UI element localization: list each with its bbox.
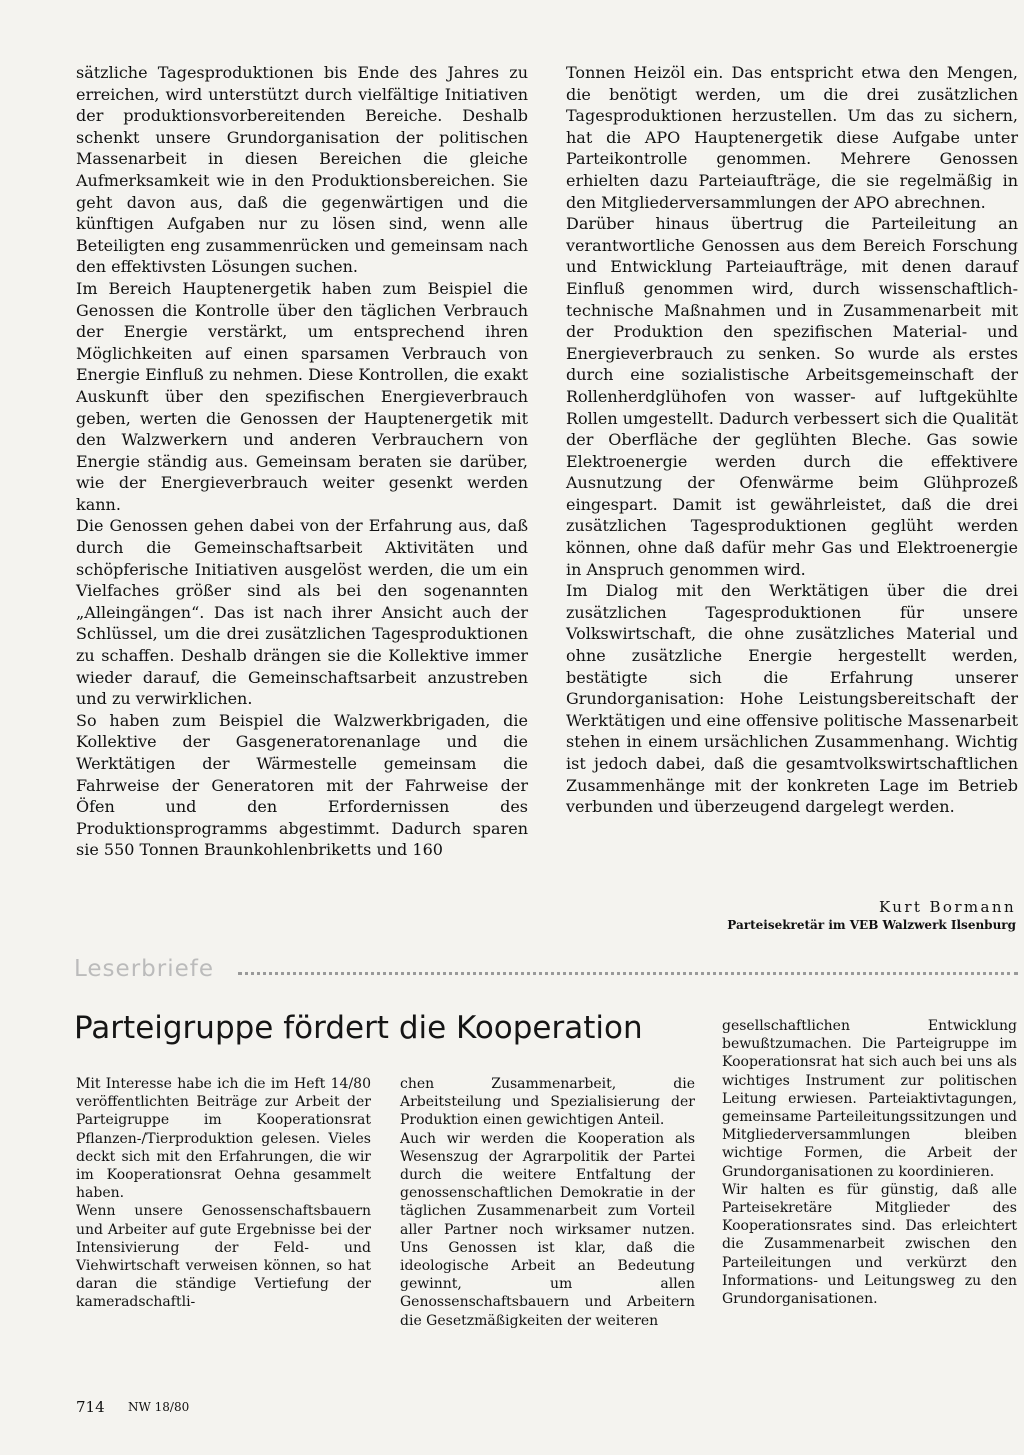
paragraph: gesellschaftlichen Entwicklung bewußtzumachen. Die Parteigruppe im Kooperationsrat hat sich auch bei uns als wichtiges Instrument zur politischen Leitung erwiesen. Parteiaktivtagungen, gemeinsame Parteileitungssitzungen und Mitgliederversammlungen bleiben wichtige Formen, die Arbeit der Grundorganisationen zu koordinieren. (722, 1018, 1017, 1180)
paragraph: Darüber hinaus übertrug die Parteileitung an verantwortliche Genossen aus dem Bereich Forschung und Entwicklung Parteiaufträge, mit denen darauf Einfluß genommen wird, durch wissenschaftlich-technische Maßnahmen und in Zusammenarbeit mit der Produktion den spezifischen Material- und Energieverbrauch zu senken. So wurde als erstes durch eine sozialistische Arbeitsgemeinschaft der Rollenherdglühofen von wasser- auf luftgekühlte Rollen umgestellt. Dadurch verbessert sich die Qualität der Oberfläche der geglühten Bleche. Gas sowie Elektroenergie werden durch die effektivere Ausnutzung der Ofenwärme beim Glühprozeß eingespart. Damit ist gewährleistet, daß die drei zusätzlichen Tagesproduktionen geglüht werden können, ohne daß dafür mehr Gas und Elektroenergie in Anspruch genommen wird. (566, 214, 1018, 579)
paragraph: Die Genossen gehen dabei von der Erfahrung aus, daß durch die Gemeinschaftsarbeit Aktivitäten und schöpferische Initiativen ausgelöst werden, die um ein Vielfaches größer sind als bei den sogenannten „Alleingängen“. Das ist nach ihrer Ansicht auch der Schlüssel, um die drei zusätzlichen Tagesproduktionen zu schaffen. Deshalb drängen sie die Kollektive immer wieder darauf, die Gemeinschaftsarbeit anzustreben und zu verwirklichen. (76, 516, 528, 709)
paragraph: Tonnen Heizöl ein. Das entspricht etwa den Mengen, die benötigt werden, um die drei zusätzlichen Tagesproduktionen herzustellen. Um das zu sichern, hat die APO Hauptenergetik diese Aufgabe unter Parteikontrolle genommen. Mehrere Genossen erhielten dazu Parteiaufträge, die sie regelmäßig in den Mitgliederversammlungen der APO abrechnen. (566, 63, 1018, 212)
paragraph: chen Zusammenarbeit, die Arbeitsteilung und Spezialisierung der Produktion einen gewichtigen Anteil. (400, 1076, 695, 1129)
page-number: 714 (76, 1398, 105, 1416)
article1-column-left (76, 62, 528, 861)
issue-label: NW 18/80 (128, 1400, 190, 1414)
paragraph: So haben zum Beispiel die Walzwerkbrigaden, die Kollektive der Gasgeneratorenanlage und die Werktätigen der Wärmestelle gemeinsam die Fahrweise der Generatoren mit der Fahrweise der Öfen und den Erfordernissen des Produktionsprogramms abgestimmt. Dadurch sparen sie 550 Tonnen Braunkohlenbriketts und 160 (76, 710, 528, 860)
letter-column-3 (722, 1017, 1017, 1308)
article-headline: Parteigruppe fördert die Kooperation (74, 1010, 643, 1046)
letter-column-1 (76, 1075, 371, 1312)
paragraph: Im Bereich Hauptenergetik haben zum Beispiel die Genossen die Kontrolle über den täglichen Verbrauch der Energie verstärkt, um entsprechend ihren Möglichkeiten auf einen sparsamen Verbrauch von Energie Einfluß zu nehmen. Diese Kontrollen, die exakt Auskunft über den spezifischen Energieverbrauch geben, werten die Genossen der Hauptenergetik mit den Walzwerkern und anderen Verbrauchern von Energie ständig aus. Gemeinsam beraten sie darüber, wie der Energieverbrauch weiter gesenkt werden kann. (76, 278, 528, 514)
author-role: Parteisekretär im VEB Walzwerk Ilsenburg (727, 918, 1016, 932)
article1-column-right (566, 62, 1018, 818)
author-name: Kurt Bormann (878, 898, 1016, 916)
paragraph: Auch wir werden die Kooperation als Wesenszug der Agrarpolitik der Partei durch die weitere Entfaltung der genossenschaftlichen Demokratie in der täglichen Zusammenarbeit zum Vorteil aller Partner noch wirksamer nutzen. Uns Genossen ist klar, daß die ideologische Arbeit an Bedeutung gewinnt, um allen Genossenschaftsbauern und Arbeitern die Gesetzmäßigkeiten der weiteren (400, 1130, 695, 1329)
paragraph: Wir halten es für günstig, daß alle Parteisekretäre Mitglieder des Kooperationsrates sind. Das erleichtert die Zusammenarbeit zwischen den Parteileitungen und verkürzt den Informations- und Leitungsweg zu den Grundorganisationen. (722, 1181, 1017, 1308)
section-divider (238, 972, 1018, 975)
paragraph: Mit Interesse habe ich die im Heft 14/80 veröffentlichten Beiträge zur Arbeit der Parteigruppe im Kooperationsrat Pflanzen-/Tierproduktion gelesen. Vieles deckt sich mit den Erfahrungen, die wir im Kooperationsrat Oehna gesammelt haben. (76, 1076, 371, 1202)
paragraph: Wenn unsere Genossenschaftsbauern und Arbeiter auf gute Ergebnisse bei der Intensivierung der Feld- und Viehwirtschaft verweisen können, so hat daran die ständige Vertiefung der kameradschaftli- (76, 1203, 371, 1311)
paragraph: sätzliche Tagesproduktionen bis Ende des Jahres zu erreichen, wird unterstützt durch vielfältige Initiativen der produktionsvorbereitenden Bereiche. Deshalb schenkt unsere Grundorganisation der politischen Massenarbeit in diesen Bereichen die gleiche Aufmerksamkeit wie in den Produktionsbereichen. Sie geht davon aus, daß die gegenwärtigen und die künftigen Aufgaben nur zu lösen sind, wenn alle Beteiligten eng zusammenrücken und gemeinsam nach den effektivsten Lösungen suchen. (76, 63, 528, 277)
paragraph: Im Dialog mit den Werktätigen über die drei zusätzlichen Tagesproduktionen für unsere Volkswirtschaft, die ohne zusätzliches Material und ohne zusätzliche Energie hergestellt werden, bestätigte sich die Erfahrung unserer Grundorganisation: Hohe Leistungsbereitschaft der Werktätigen und eine offensive politische Massenarbeit stehen in einem ursächlichen Zusammenhang. Wichtig ist jedoch dabei, daß die gesamtvolkswirtschaftlichen Zusammenhänge mit der konkreten Lage im Betrieb verbunden und überzeugend dargelegt werden. (566, 581, 1018, 817)
section-label: Leserbriefe (74, 956, 214, 982)
letter-column-2 (400, 1075, 695, 1330)
